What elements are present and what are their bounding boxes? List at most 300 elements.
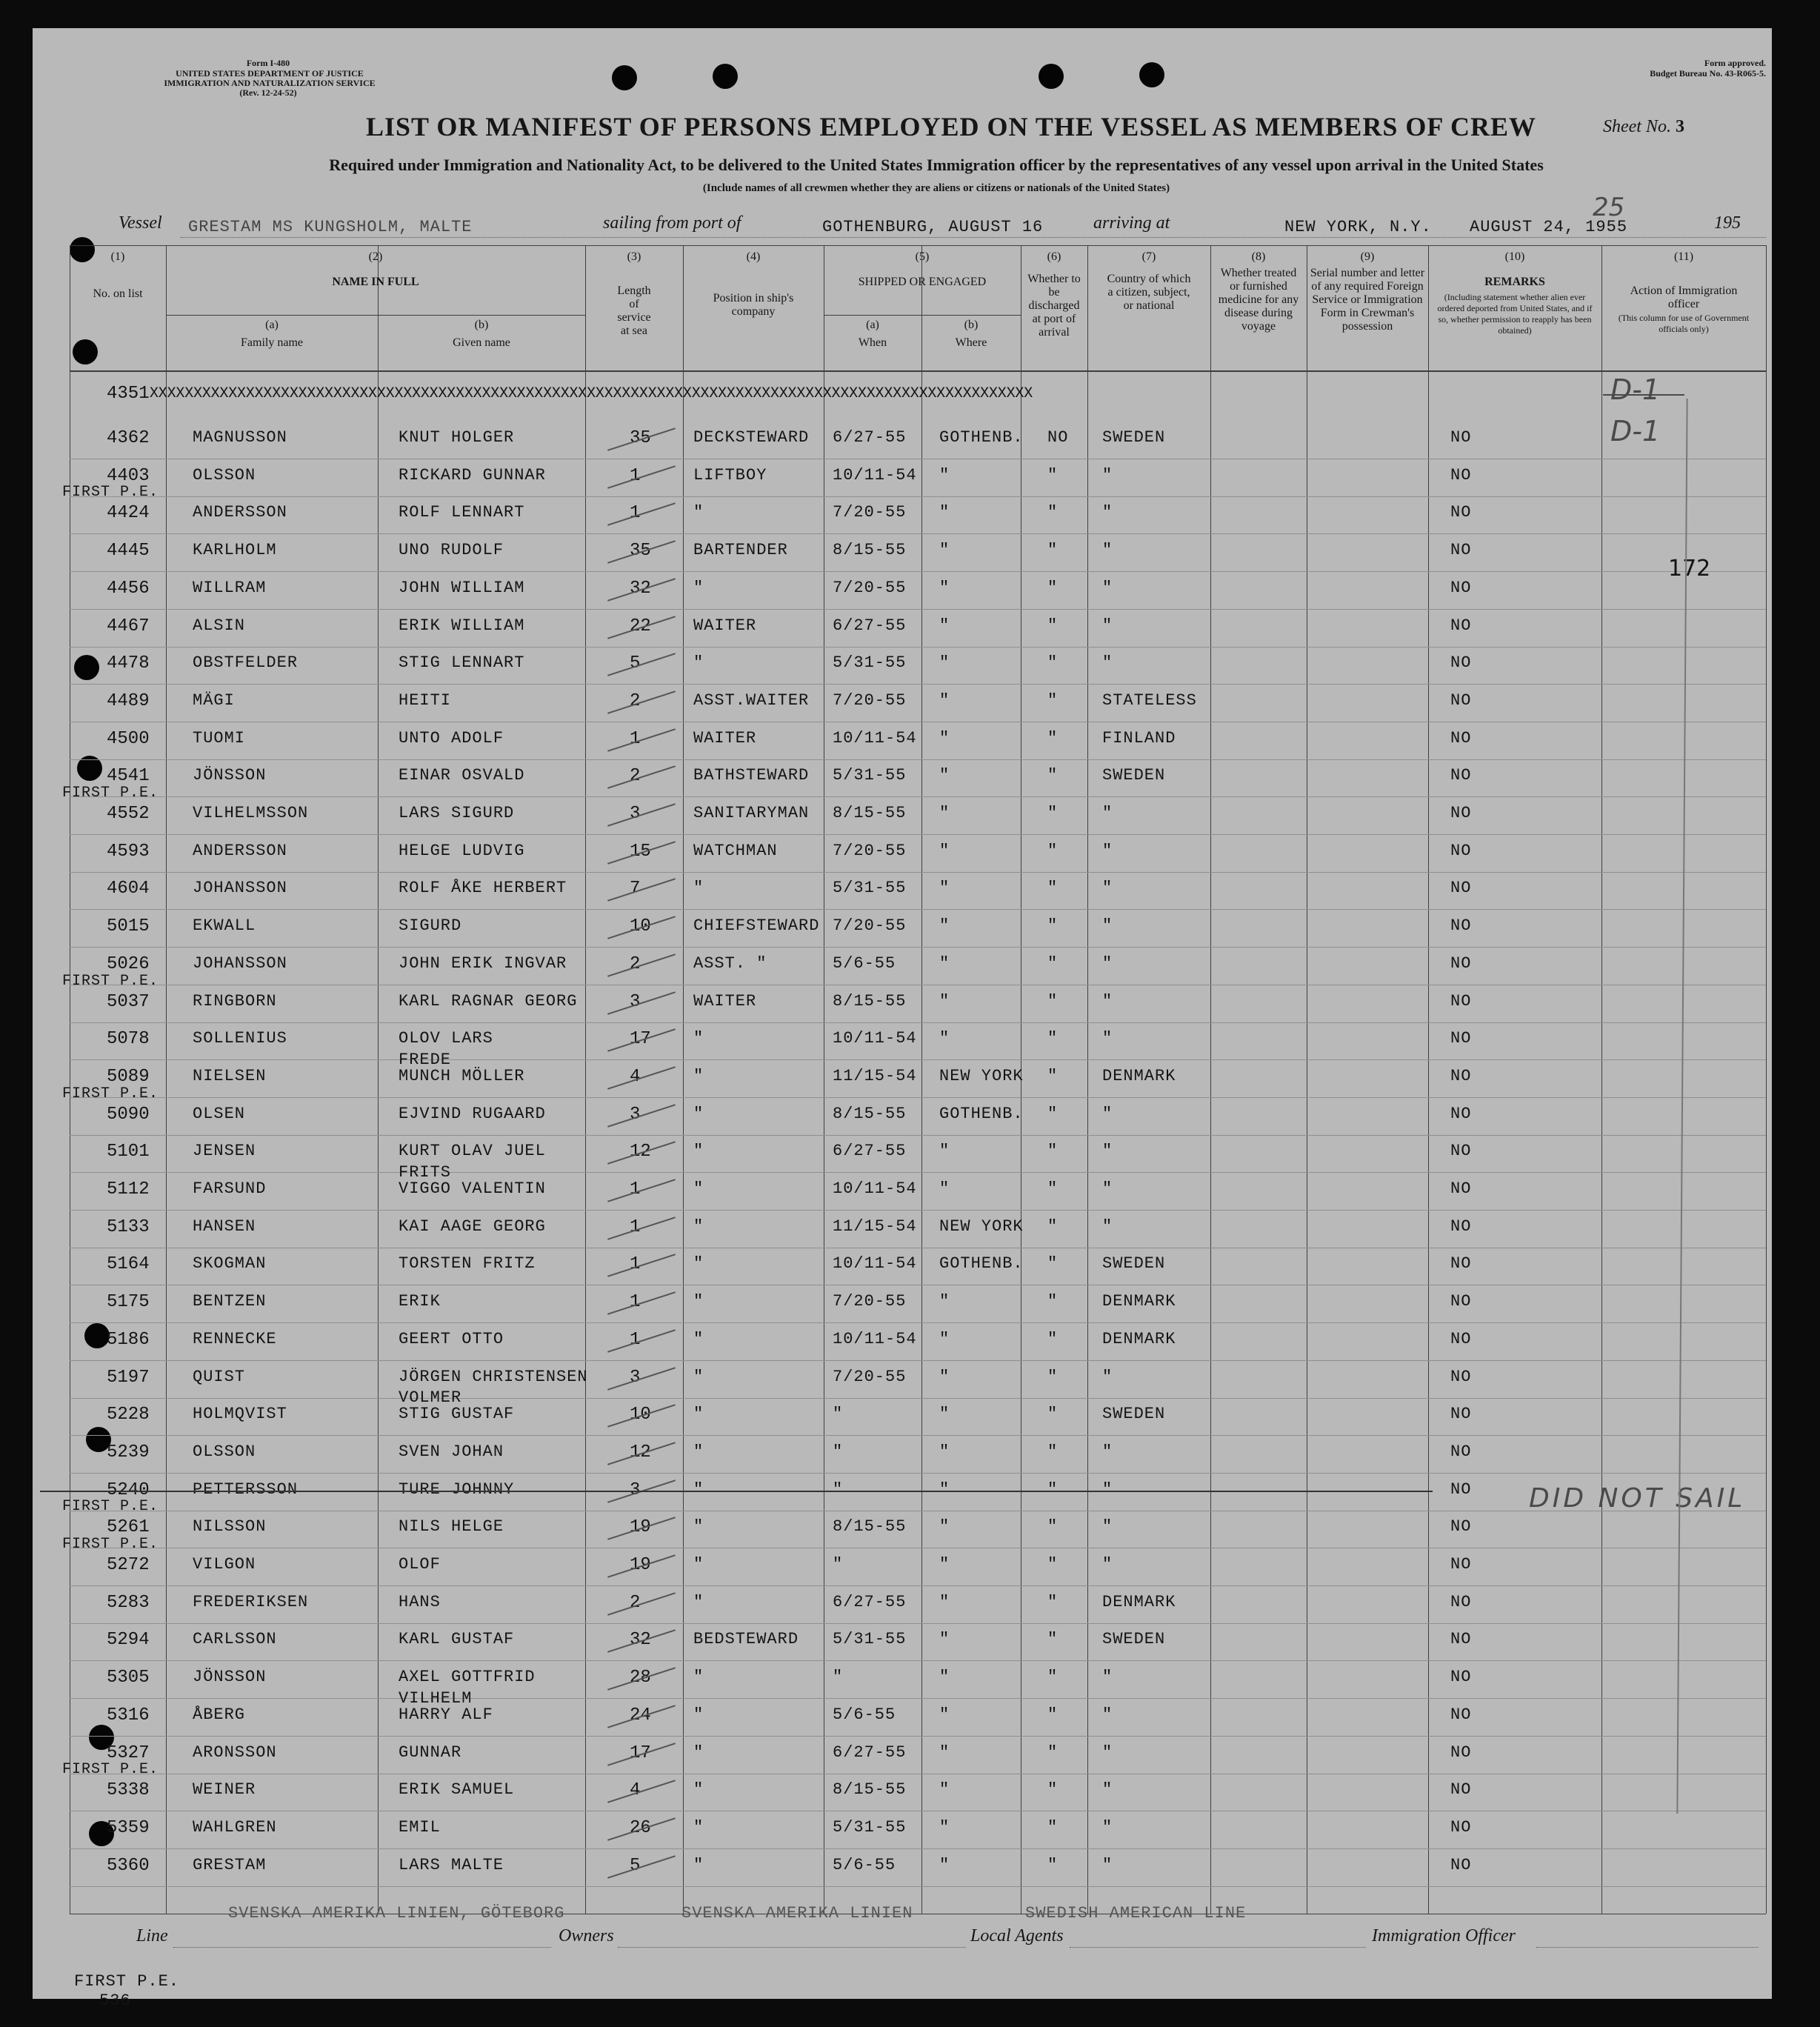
shipped-when: 7/20-55 <box>833 579 907 597</box>
given-name: JOHN WILLIAM <box>399 579 525 597</box>
family-name: JENSEN <box>193 1142 256 1160</box>
row-number: 4500 <box>107 729 150 749</box>
family-name: EKWALL <box>193 916 256 935</box>
country: " <box>1102 1517 1113 1536</box>
pencil-tick <box>607 1291 676 1315</box>
pencil-tick <box>607 1780 676 1803</box>
given-name-line-1: VILHELM <box>399 1689 473 1708</box>
country: " <box>1102 1142 1113 1160</box>
service-length: 32 <box>630 579 651 599</box>
arrival-date-correction: 25 <box>1593 193 1625 222</box>
approval-line-1: Form approved. <box>1704 58 1766 68</box>
remarks: NO <box>1450 1818 1472 1837</box>
row-number: 5272 <box>107 1555 150 1575</box>
country: DENMARK <box>1102 1330 1176 1348</box>
row-number: 4403 <box>107 466 150 486</box>
pencil-tick <box>607 728 676 752</box>
country: " <box>1102 804 1113 822</box>
pencil-tick <box>607 1592 676 1616</box>
position: WAITER <box>693 616 757 635</box>
service-length: 5 <box>630 653 641 673</box>
service-length: 17 <box>630 1743 651 1763</box>
family-name: WEINER <box>193 1780 256 1799</box>
pencil-tick <box>607 653 676 676</box>
pencil-tick <box>607 1179 676 1202</box>
family-name: VILGON <box>193 1555 256 1574</box>
shipped-when: 5/6-55 <box>833 954 896 973</box>
owners-value: SVENSKA AMERIKA LINIEN <box>681 1904 913 1923</box>
family-name: ÅBERG <box>193 1705 246 1724</box>
shipped-where: GOTHENB. <box>939 1254 1024 1273</box>
shipped-when: 10/11-54 <box>833 1254 917 1273</box>
country: " <box>1102 1818 1113 1837</box>
position: " <box>693 1856 704 1874</box>
row-number: 4489 <box>107 691 150 711</box>
position: " <box>693 1517 704 1536</box>
arriving-label: arriving at <box>1093 213 1170 233</box>
given-name: KURT OLAV JUEL <box>399 1142 546 1160</box>
strike-line <box>40 1491 1433 1492</box>
remarks: NO <box>1450 1705 1472 1724</box>
service-length: 35 <box>630 428 651 448</box>
remarks: NO <box>1450 992 1472 1011</box>
shipped-where: " <box>939 1630 950 1648</box>
given-name: JÖRGEN CHRISTENSEN <box>399 1368 588 1386</box>
shipped-when: 6/27-55 <box>833 428 907 447</box>
row-number: 4362 <box>107 428 150 448</box>
given-name: ERIK WILLIAM <box>399 616 525 635</box>
discharged: " <box>1047 1217 1059 1236</box>
handwritten-count: 172 <box>1668 556 1711 582</box>
shipped-when: 7/20-55 <box>833 691 907 710</box>
shipped-when: 6/27-55 <box>833 1593 907 1611</box>
shipped-where: " <box>939 466 950 485</box>
family-name: ANDERSSON <box>193 842 287 860</box>
remarks: NO <box>1450 1217 1472 1236</box>
shipped-when: " <box>833 1555 844 1574</box>
family-name: VILHELMSSON <box>193 804 309 822</box>
shipped-when: 7/20-55 <box>833 842 907 860</box>
shipped-where: " <box>939 541 950 559</box>
row-number: 5338 <box>107 1780 150 1800</box>
given-name: GEERT OTTO <box>399 1330 504 1348</box>
service-length: 1 <box>630 503 641 523</box>
country: SWEDEN <box>1102 1254 1166 1273</box>
position: " <box>693 1668 704 1686</box>
shipped-when: 11/15-54 <box>833 1067 917 1085</box>
form-subtitle: Required under Immigration and Nationality Act, to be delivered to the United States Immigration officer by the representatives of any vessel upon arrival in the United States <box>329 156 1544 174</box>
remarks: NO <box>1450 428 1472 447</box>
service-length: 1 <box>630 1330 641 1350</box>
given-name: ERIK <box>399 1292 441 1311</box>
shipped-when: " <box>833 1668 844 1686</box>
shipped-when: 5/6-55 <box>833 1856 896 1874</box>
remarks: NO <box>1450 541 1472 559</box>
service-length: 2 <box>630 766 641 786</box>
row-number: 5316 <box>107 1705 150 1725</box>
position: LIFTBOY <box>693 466 767 485</box>
position: " <box>693 1368 704 1386</box>
shipped-where: " <box>939 1818 950 1837</box>
shipped-where: GOTHENB. <box>939 1105 1024 1123</box>
given-name: GUNNAR <box>399 1743 462 1762</box>
country: DENMARK <box>1102 1593 1176 1611</box>
country: " <box>1102 879 1113 897</box>
punch-hole <box>612 65 637 90</box>
shipped-when: 11/15-54 <box>833 1217 917 1236</box>
country: " <box>1102 1029 1113 1048</box>
remarks: NO <box>1450 1179 1472 1198</box>
position: BATHSTEWARD <box>693 766 810 785</box>
remarks: NO <box>1450 729 1472 748</box>
row-number: 5037 <box>107 992 150 1012</box>
country: " <box>1102 916 1113 935</box>
service-length: 12 <box>630 1442 651 1462</box>
row-number: 5240 <box>107 1480 150 1500</box>
country: SWEDEN <box>1102 766 1166 785</box>
vessel-name: GRESTAM MS KUNGSHOLM, MALTE <box>188 218 473 236</box>
country: " <box>1102 1668 1113 1686</box>
position: WAITER <box>693 729 757 748</box>
country: " <box>1102 466 1113 485</box>
shipped-where: " <box>939 1555 950 1574</box>
discharged: " <box>1047 992 1059 1011</box>
given-name: HEITI <box>399 691 452 710</box>
country: " <box>1102 1555 1113 1574</box>
remarks: NO <box>1450 1593 1472 1611</box>
discharged: " <box>1047 1405 1059 1423</box>
shipped-when: 7/20-55 <box>833 1292 907 1311</box>
pencil-tick <box>607 803 676 827</box>
first-pe-note: FIRST P.E. <box>62 484 159 501</box>
pencil-tick <box>607 878 676 902</box>
shipped-where: " <box>939 954 950 973</box>
first-pe-note: FIRST P.E. <box>62 785 159 802</box>
given-name: OLOF <box>399 1555 441 1574</box>
service-length: 2 <box>630 691 641 711</box>
family-name: OLSEN <box>193 1105 246 1123</box>
given-name: EMIL <box>399 1818 441 1837</box>
discharged: " <box>1047 1668 1059 1686</box>
approval-line-2: Budget Bureau No. 43-R065-5. <box>1650 68 1766 79</box>
discharged: " <box>1047 1743 1059 1762</box>
shipped-when: 7/20-55 <box>833 503 907 522</box>
punch-hole <box>74 655 99 680</box>
bleed-through-text-2: 536 <box>99 1991 131 2010</box>
position: " <box>693 1442 704 1461</box>
remarks: NO <box>1450 1405 1472 1423</box>
position: " <box>693 1142 704 1160</box>
row-number: 4604 <box>107 879 150 899</box>
shipped-when: 10/11-54 <box>833 466 917 485</box>
remarks: NO <box>1450 954 1472 973</box>
service-length: 4 <box>630 1067 641 1087</box>
row-number: 5327 <box>107 1743 150 1763</box>
sailing-label: sailing from port of <box>603 213 741 233</box>
row-number: 5164 <box>107 1254 150 1274</box>
family-name: HOLMQVIST <box>193 1405 287 1423</box>
discharged: " <box>1047 503 1059 522</box>
vessel-label: Vessel <box>119 213 162 233</box>
position: " <box>693 1292 704 1311</box>
shipped-when: 10/11-54 <box>833 729 917 748</box>
row-number: 5015 <box>107 916 150 936</box>
country: SWEDEN <box>1102 1630 1166 1648</box>
shipped-where: " <box>939 653 950 672</box>
row-number: 5090 <box>107 1105 150 1125</box>
family-name: GRESTAM <box>193 1856 267 1874</box>
remarks: NO <box>1450 1254 1472 1273</box>
row-number: 5026 <box>107 954 150 974</box>
row-number: 5360 <box>107 1856 150 1876</box>
pencil-tick <box>607 1104 676 1128</box>
service-length: 26 <box>630 1818 651 1838</box>
country: STATELESS <box>1102 691 1197 710</box>
row-number: 5239 <box>107 1442 150 1462</box>
remarks: NO <box>1450 1029 1472 1048</box>
position: SANITARYMAN <box>693 804 810 822</box>
family-name: ALSIN <box>193 616 246 635</box>
first-pe-note: FIRST P.E. <box>62 1536 159 1553</box>
remarks: NO <box>1450 1480 1472 1499</box>
given-name-line-1: FRITS <box>399 1163 452 1182</box>
discharged: " <box>1047 804 1059 822</box>
position: " <box>693 579 704 597</box>
given-name: KNUT HOLGER <box>399 428 515 447</box>
position: " <box>693 1254 704 1273</box>
row-number: 5294 <box>107 1630 150 1650</box>
row-number: 5112 <box>107 1179 150 1199</box>
country: " <box>1102 1105 1113 1123</box>
discharged: " <box>1047 691 1059 710</box>
discharged: " <box>1047 1330 1059 1348</box>
given-name: KARL RAGNAR GEORG <box>399 992 578 1011</box>
position: " <box>693 1405 704 1423</box>
country: " <box>1102 992 1113 1011</box>
country: DENMARK <box>1102 1067 1176 1085</box>
shipped-when: 8/15-55 <box>833 1105 907 1123</box>
discharged: " <box>1047 1029 1059 1048</box>
footer <box>33 1895 1772 2010</box>
shipped-where: " <box>939 804 950 822</box>
position: " <box>693 1480 704 1499</box>
given-name: HANS <box>399 1593 441 1611</box>
pencil-tick <box>607 953 676 977</box>
position: " <box>693 879 704 897</box>
remarks: NO <box>1450 1442 1472 1461</box>
shipped-when: " <box>833 1405 844 1423</box>
shipped-when: 7/20-55 <box>833 916 907 935</box>
position: ASST.WAITER <box>693 691 810 710</box>
shipped-when: 8/15-55 <box>833 992 907 1011</box>
discharged: " <box>1047 1818 1059 1837</box>
shipped-when: 10/11-54 <box>833 1179 917 1198</box>
given-name: ROLF ÅKE HERBERT <box>399 879 567 897</box>
shipped-where: " <box>939 729 950 748</box>
from-port: GOTHENBURG, AUGUST 16 <box>822 218 1044 236</box>
pencil-tick <box>607 1254 676 1277</box>
shipped-where: " <box>939 1142 950 1160</box>
family-name: SKOGMAN <box>193 1254 267 1273</box>
family-name: OBSTFELDER <box>193 653 299 672</box>
shipped-where: " <box>939 691 950 710</box>
country: " <box>1102 1217 1113 1236</box>
given-name: MUNCH MÖLLER <box>399 1067 525 1085</box>
country: " <box>1102 579 1113 597</box>
country: " <box>1102 1780 1113 1799</box>
shipped-where: " <box>939 1442 950 1461</box>
given-name: UNTO ADOLF <box>399 729 504 748</box>
row-number: 4424 <box>107 503 150 523</box>
remarks: NO <box>1450 1105 1472 1123</box>
row-number: 5228 <box>107 1405 150 1425</box>
country: SWEDEN <box>1102 428 1166 447</box>
remarks: NO <box>1450 879 1472 897</box>
family-name: ANDERSSON <box>193 503 287 522</box>
family-name: ARONSSON <box>193 1743 277 1762</box>
service-length: 3 <box>630 804 641 824</box>
position: " <box>693 1179 704 1198</box>
form-number: Form I-480 <box>246 58 290 68</box>
given-name: AXEL GOTTFRID <box>399 1668 536 1686</box>
service-length: 19 <box>630 1555 651 1575</box>
family-name: MÄGI <box>193 691 235 710</box>
remarks: NO <box>1450 579 1472 597</box>
row-number: 4593 <box>107 842 150 862</box>
shipped-when: 8/15-55 <box>833 1780 907 1799</box>
struck-row-number: 4351 <box>107 384 150 404</box>
position: WATCHMAN <box>693 842 778 860</box>
pencil-tick <box>607 765 676 789</box>
pencil-tick <box>607 1329 676 1353</box>
service-length: 28 <box>630 1668 651 1688</box>
position: " <box>693 1705 704 1724</box>
given-name: STIG GUSTAF <box>399 1405 515 1423</box>
pencil-tick <box>607 690 676 714</box>
shipped-when: 10/11-54 <box>833 1330 917 1348</box>
punch-hole <box>84 1323 110 1348</box>
service-length: 2 <box>630 1593 641 1613</box>
family-name: MAGNUSSON <box>193 428 287 447</box>
shipped-where: " <box>939 616 950 635</box>
service-length: 22 <box>630 616 651 636</box>
remarks: NO <box>1450 503 1472 522</box>
shipped-where: GOTHENB. <box>939 428 1024 447</box>
family-name: RINGBORN <box>193 992 277 1011</box>
discharged: " <box>1047 1368 1059 1386</box>
row-number: 4552 <box>107 804 150 824</box>
remarks: NO <box>1450 1368 1472 1386</box>
remarks: NO <box>1450 1743 1472 1762</box>
punch-hole <box>73 339 98 365</box>
discharged: " <box>1047 1254 1059 1273</box>
service-length: 10 <box>630 916 651 936</box>
country: " <box>1102 653 1113 672</box>
handwritten-d1-struck: D-1 <box>1610 373 1661 406</box>
service-length: 35 <box>630 541 651 561</box>
struck-row-x: XXXXXXXXXXXXXXXXXXXXXXXXXXXXXXXXXXXXXXXXXXXXXXXXXXXXXXXXXXXXXXXXXXXXXXXXXXXXXXXXXXXXXXXXXXXXXXXXXXXXX <box>150 385 1033 402</box>
did-not-sail-note: DID NOT SAIL <box>1529 1483 1746 1514</box>
punch-hole <box>1039 64 1064 89</box>
country: " <box>1102 1856 1113 1874</box>
country: " <box>1102 1480 1113 1499</box>
service-length: 4 <box>630 1780 641 1800</box>
row-number: 5089 <box>107 1067 150 1087</box>
given-name: STIG LENNART <box>399 653 525 672</box>
shipped-where: " <box>939 992 950 1011</box>
shipped-where: " <box>939 1029 950 1048</box>
service-length: 1 <box>630 729 641 749</box>
family-name: JOHANSSON <box>193 879 287 897</box>
shipped-where: " <box>939 1856 950 1874</box>
remarks: NO <box>1450 916 1472 935</box>
discharged: " <box>1047 616 1059 635</box>
position: CHIEFSTEWARD <box>693 916 820 935</box>
first-pe-note: FIRST P.E. <box>62 973 159 990</box>
position: DECKSTEWARD <box>693 428 810 447</box>
discharged: " <box>1047 1517 1059 1536</box>
shipped-where: " <box>939 1405 950 1423</box>
given-name: JOHN ERIK INGVAR <box>399 954 567 973</box>
discharged: " <box>1047 1705 1059 1724</box>
given-name: EINAR OSVALD <box>399 766 525 785</box>
pencil-tick <box>607 502 676 526</box>
family-name: JOHANSSON <box>193 954 287 973</box>
shipped-where: " <box>939 1480 950 1499</box>
discharged: " <box>1047 1105 1059 1123</box>
discharged: " <box>1047 916 1059 935</box>
remarks: NO <box>1450 1630 1472 1648</box>
shipped-when: 6/27-55 <box>833 616 907 635</box>
service-length: 5 <box>630 1856 641 1876</box>
shipped-when: 5/31-55 <box>833 766 907 785</box>
service-length: 17 <box>630 1029 651 1049</box>
country: SWEDEN <box>1102 1405 1166 1423</box>
discharged: " <box>1047 1555 1059 1574</box>
position: " <box>693 653 704 672</box>
discharged: " <box>1047 1480 1059 1499</box>
family-name: HANSEN <box>193 1217 256 1236</box>
discharged: " <box>1047 1067 1059 1085</box>
first-pe-note: FIRST P.E. <box>62 1498 159 1515</box>
discharged: " <box>1047 954 1059 973</box>
service-length: 1 <box>630 466 641 486</box>
given-name: HARRY ALF <box>399 1705 493 1724</box>
shipped-where: " <box>939 1743 950 1762</box>
given-name: ERIK SAMUEL <box>399 1780 515 1799</box>
discharged: " <box>1047 579 1059 597</box>
service-length: 1 <box>630 1217 641 1237</box>
shipped-where: NEW YORK <box>939 1217 1024 1236</box>
shipped-where: " <box>939 916 950 935</box>
discharged: " <box>1047 1856 1059 1874</box>
shipped-when: 8/15-55 <box>833 1517 907 1536</box>
service-length: 3 <box>630 1368 641 1388</box>
discharged: " <box>1047 1442 1059 1461</box>
family-name: NILSSON <box>193 1517 267 1536</box>
country: " <box>1102 1705 1113 1724</box>
country: " <box>1102 1368 1113 1386</box>
position: " <box>693 1818 704 1837</box>
row-number: 5186 <box>107 1330 150 1350</box>
service-length: 1 <box>630 1292 641 1312</box>
family-name: PETTERSSON <box>193 1480 299 1499</box>
position: ASST. " <box>693 954 767 973</box>
punch-hole <box>1139 62 1164 87</box>
discharged: " <box>1047 1780 1059 1799</box>
row-number: 4467 <box>107 616 150 636</box>
position: " <box>693 1029 704 1048</box>
